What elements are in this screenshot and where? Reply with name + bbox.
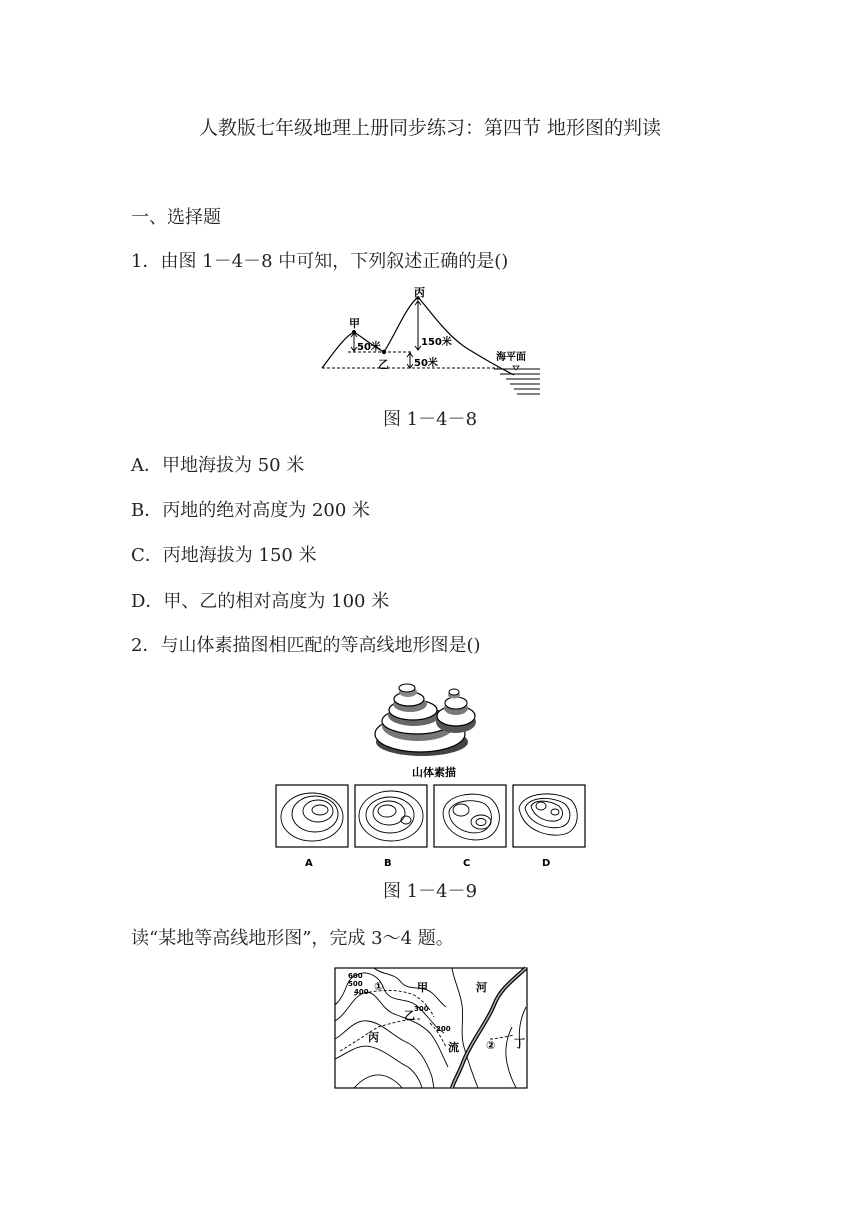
label-150m: 150米 [421,337,452,348]
option-d: D．甲、乙的相对高度为 100 米 [131,591,390,612]
label-liu: 流 [448,1041,459,1054]
contour-map-d [513,785,585,869]
figure-2-contour-choices [275,784,587,870]
choice-a-label: A [305,858,313,869]
label-bing: 丙 [414,286,425,299]
label-jia: 甲 [417,981,428,994]
label-sea-level: 海平面 [496,352,526,363]
figure-3-contour-map [334,967,528,1089]
option-b: B．丙地的绝对高度为 200 米 [131,500,371,521]
figure-2-caption: 图 1－4－9 [382,881,478,902]
label-he: 河 [476,981,487,994]
contour-map-a [276,785,348,869]
label-ding: 丁 [514,1037,525,1050]
contour-map-c [434,785,506,869]
choice-d-label: D [542,858,551,869]
figure-1-caption: 图 1－4－8 [382,409,478,430]
marker-1: ① [374,980,384,993]
contour-500: 500 [348,980,363,988]
figure-1-elevation-profile [318,285,543,397]
contour-300: 300 [414,1005,429,1013]
label-yi: 乙 [404,1009,415,1022]
contour-600: 600 [348,972,363,980]
figure-2-mountain-sketch [370,670,490,780]
question-1-stem: 1．由图 1－4－8 中可知，下列叙述正确的是() [131,251,509,272]
contour-200: 200 [436,1025,451,1033]
option-a: A．甲地海拔为 50 米 [131,455,305,476]
contour-map-b [355,785,427,869]
option-c: C．丙地海拔为 150 米 [131,545,317,566]
choice-b-label: B [384,858,392,869]
label-bing: 丙 [368,1031,379,1044]
reading-prompt: 读“某地等高线地形图”，完成 3～4 题。 [131,928,454,949]
label-50m-bottom: 50米 [414,358,438,369]
section-heading: 一、选择题 [131,207,221,228]
page-title: 人教版七年级地理上册同步练习：第四节 地形图的判读 [198,117,662,139]
sketch-label: 山体素描 [412,766,456,779]
contour-400: 400 [354,988,369,996]
marker-2: ② [486,1039,496,1052]
label-yi: 乙 [378,358,389,371]
question-2-stem: 2．与山体素描图相匹配的等高线地形图是() [131,635,481,656]
label-50m-top: 50米 [357,342,381,353]
label-jia: 甲 [349,317,360,330]
choice-c-label: C [463,858,471,869]
